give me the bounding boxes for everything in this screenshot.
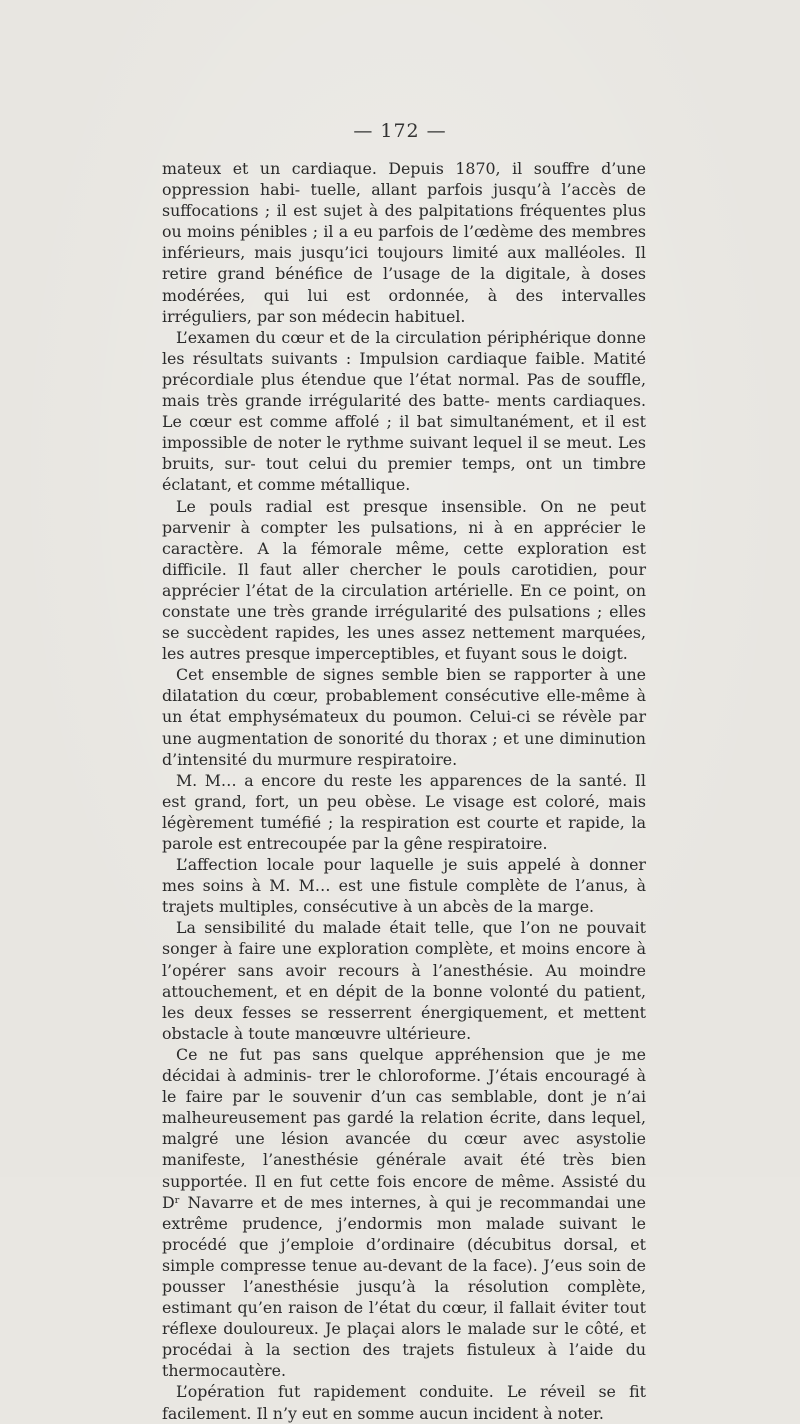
paragraph-5: M. M… a encore du reste les apparences de la santé. Il est grand, fort, un peu obèse. Le visage est coloré, mais légèrement tuméfié ; la respiration est courte et rapide, la parole est entrecoupée par la gêne respiratoire. — [162, 770, 646, 853]
body-text — [162, 158, 646, 1424]
paragraph-9: L’opération fut rapidement conduite. Le réveil se fit facilement. Il n’y eut en somme aucun incident à noter. — [162, 1382, 646, 1423]
paragraph-2: L’examen du cœur et de la circulation périphérique donne les résultats suivants : Impulsion cardiaque faible. Matité précordiale plus étendue que l’état normal. Pas de souffle, mais très grande irrégularité des batte- ments cardiaques. Le cœur est comme affolé ; il bat simultanément, et il est impossible de noter le rythme suivant lequel il se meut. Les bruits, sur- tout celui du premier temps, ont un timbre éclatant, et comme métallique. — [162, 327, 646, 495]
paragraph-6: L’affection locale pour laquelle je suis appelé à donner mes soins à M. M… est une fistule complète de l’anus, à trajets multiples, consécutive à un abcès de la marge. — [162, 855, 646, 917]
paragraph-8: Ce ne fut pas sans quelque appréhension que je me décidai à adminis- trer le chloroforme. J’étais encouragé à le faire par le souvenir d’un cas semblable, dont je n’ai malheureusement pas gardé la relation écrite, dans lequel, malgré une lésion avancée du cœur avec asystolie manifeste, l’anesthésie générale avait été très bien supportée. Il en fut cette fois encore de même. Assisté du Dʳ Navarre et de mes internes, à qui je recommandai une extrême prudence, j’endormis mon malade suivant le procédé que j’emploie d’ordinaire (décubitus dorsal, et simple compresse tenue au-devant de la face). J’eus soin de pousser l’anesthésie jusqu’à la résolution complète, estimant qu’en raison de l’état du cœur, il fallait éviter tout réflexe douloureux. Je plaçai alors le malade sur le côté, et procédai à la section des trajets fistuleux à l’aide du thermocautère. — [162, 1044, 646, 1381]
paragraph-1: mateux et un cardiaque. Depuis 1870, il souffre d’une oppression habi- tuelle, allant parfois jusqu’à l’accès de suffocations ; il est sujet à des palpitations fréquentes plus ou moins pénibles ; il a eu parfois de l’œdème des membres inférieurs, mais jusqu’ici toujours limité aux malléoles. Il retire grand bénéfice de l’usage de la digitale, à doses modérées, qui lui est ordonnée, à des intervalles irréguliers, par son médecin habituel. — [162, 159, 646, 326]
page-number: — 172 — — [353, 120, 447, 142]
paragraph-7: La sensibilité du malade était telle, que l’on ne pouvait songer à faire une exploration complète, et moins encore à l’opérer sans avoir recours à l’anesthésie. Au moindre attouchement, et en dépit de la bonne volonté du patient, les deux fesses se resserrent énergiquement, et mettent obstacle à toute manœuvre ultérieure. — [162, 918, 646, 1043]
paragraph-4: Cet ensemble de signes semble bien se rapporter à une dilatation du cœur, probablement consécutive elle-même à un état emphysémateux du poumon. Celui-ci se révèle par une augmentation de sonorité du thorax ; et une diminution d’intensité du murmure respiratoire. — [162, 665, 646, 769]
paragraph-3: Le pouls radial est presque insensible. On ne peut parvenir à compter les pulsations, ni à en apprécier le caractère. A la fémorale même, cette exploration est difficile. Il faut aller chercher le pouls carotidien, pour apprécier l’état de la circulation artérielle. En ce point, on constate une très grande irrégularité des pulsations ; elles se succèdent rapides, les unes assez nettement marquées, les autres presque imperceptibles, et fuyant sous le doigt. — [162, 496, 646, 664]
